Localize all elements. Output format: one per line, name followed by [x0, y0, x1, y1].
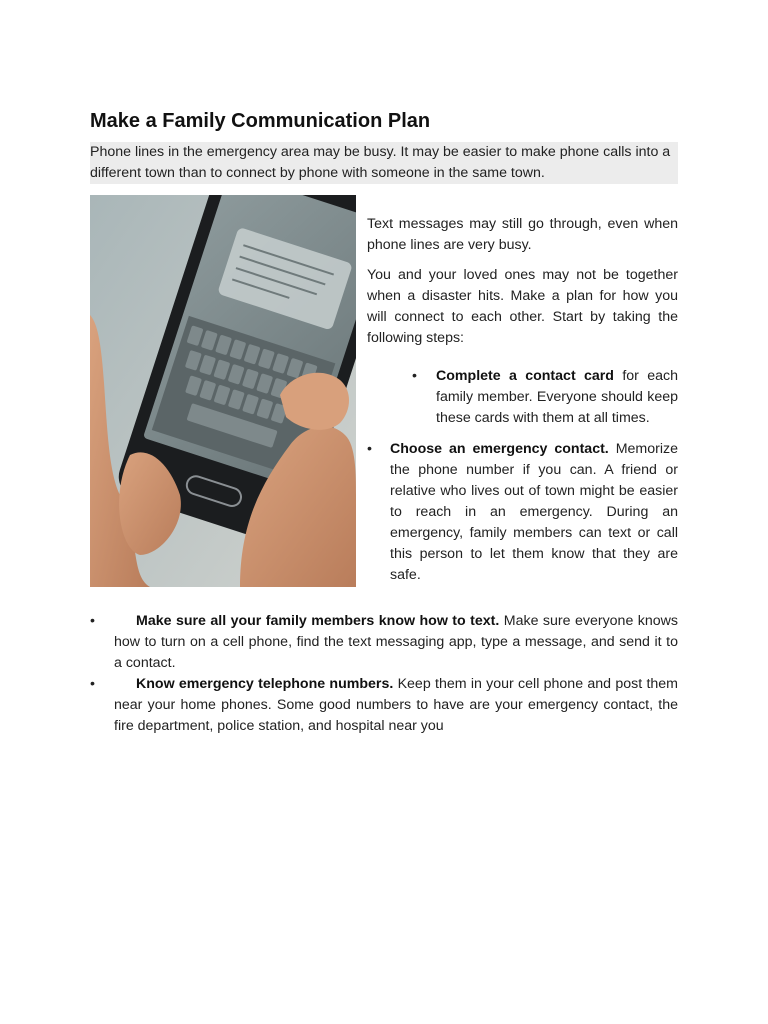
- text-messages-paragraph: Text messages may still go through, even when phone lines are very busy.: [367, 216, 678, 253]
- bullet-icon: •: [90, 613, 95, 629]
- step-emergency-contact-title: Choose an emergency contact.: [390, 441, 609, 457]
- step-contact-card-title: Complete a contact card: [436, 368, 614, 384]
- intro-paragraph: Phone lines in the emergency area may be busy. It may be easier to make phone calls into a different town than to connect by phone with someone in the same town.: [90, 142, 678, 184]
- step-emergency-numbers-text: Keep them in your cell phone and post them near your home phones. Some good numbers to have are your emergency contact, the fire department, police station, and hospital near you: [114, 676, 678, 734]
- bullet-icon: •: [367, 441, 372, 457]
- step-contact-card: [367, 366, 678, 429]
- step-know-how-to-text: [90, 611, 678, 674]
- phone-texting-illustration: [90, 195, 356, 587]
- plan-paragraph: You and your loved ones may not be together when a disaster hits. Make a plan for how you will connect to each other. Start by taking the following steps:: [367, 267, 678, 346]
- phone-texting-photo: [90, 195, 356, 587]
- step-emergency-numbers-title: Know emergency telephone numbers.: [136, 676, 394, 692]
- step-know-how-to-text-text: Make sure everyone knows how to turn on a cell phone, find the text messaging app, type a message, and send it to a contact.: [114, 613, 679, 671]
- step-emergency-contact-text: Memorize the phone number if you can. A friend or relative who lives out of town might be easier to reach in an emergency. During an emergency, family members can text or call this person to let them know that they are safe.: [390, 441, 678, 583]
- step-know-how-to-text-title: Make sure all your family members know how to text.: [136, 613, 500, 629]
- bullet-icon: •: [412, 368, 417, 384]
- page-title: Make a Family Communication Plan: [90, 110, 431, 132]
- step-emergency-numbers: [90, 674, 678, 737]
- bullet-icon: •: [90, 676, 95, 692]
- right-column-text: [367, 214, 678, 586]
- step-contact-card-text: for each family member. Everyone should keep these cards with them at all times.: [436, 368, 678, 426]
- step-emergency-contact: [367, 439, 678, 586]
- full-width-steps: [90, 611, 678, 737]
